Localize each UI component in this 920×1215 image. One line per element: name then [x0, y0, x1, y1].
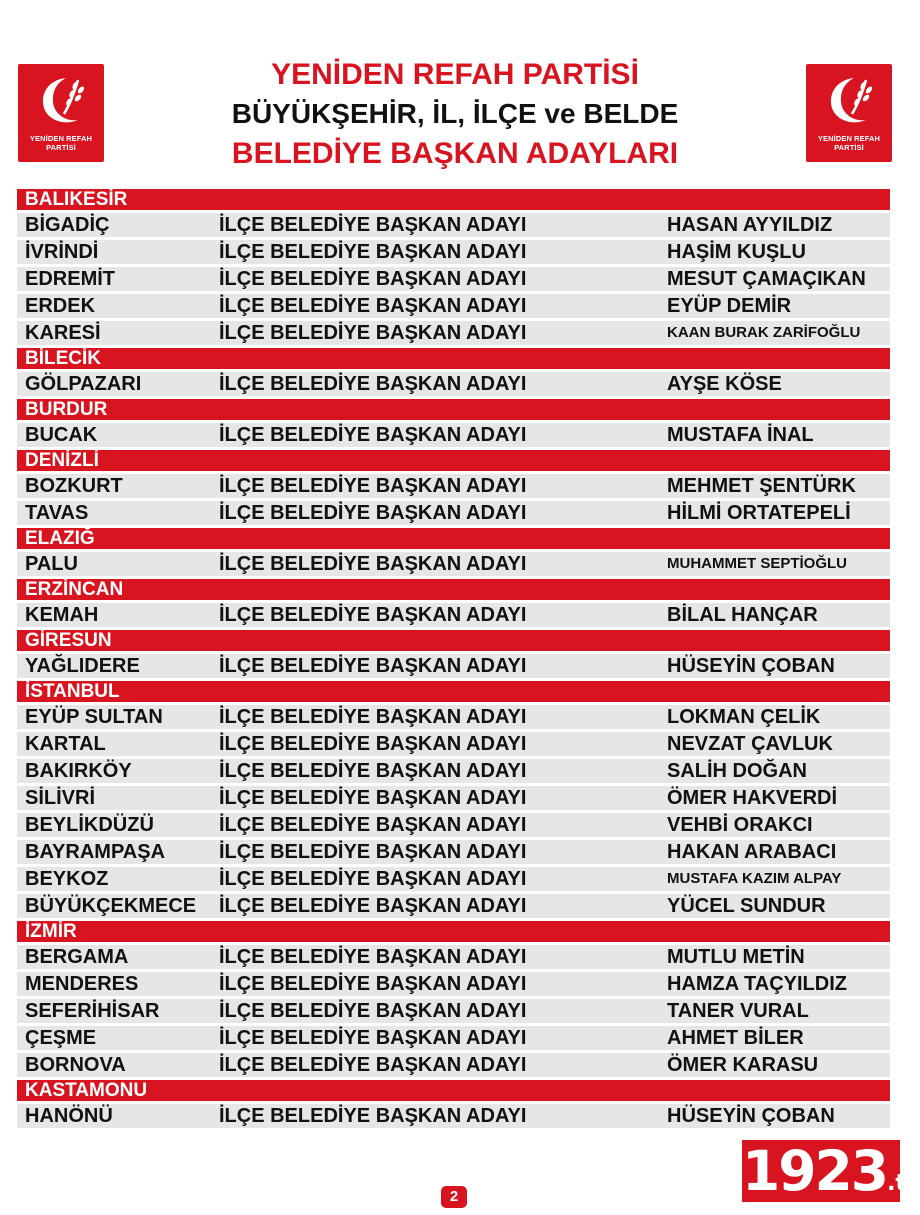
district-cell: GÖLPAZARI: [25, 373, 142, 395]
position-cell: İLÇE BELEDİYE BAŞKAN ADAYI: [219, 706, 527, 728]
page-number: 2: [441, 1186, 467, 1208]
table-row: [17, 213, 890, 237]
district-cell: KEMAH: [25, 604, 99, 626]
crescent-wheat-icon: [18, 64, 104, 134]
candidate-cell: ÖMER HAKVERDİ: [667, 787, 838, 809]
table-row: [17, 372, 890, 396]
candidate-cell: EYÜP DEMİR: [667, 295, 792, 317]
party-logo-right: [806, 64, 892, 162]
district-cell: BEYKOZ: [25, 868, 109, 890]
province-header: BİLECİK: [17, 348, 890, 369]
header-title: BELEDİYE BAŞKAN ADAYLARI: [231, 137, 679, 170]
position-cell: İLÇE BELEDİYE BAŞKAN ADAYI: [219, 760, 527, 782]
candidate-cell: HÜSEYİN ÇOBAN: [667, 1105, 835, 1127]
district-cell: İVRİNDİ: [25, 241, 99, 263]
district-cell: KARESİ: [25, 322, 101, 344]
position-cell: İLÇE BELEDİYE BAŞKAN ADAYI: [219, 475, 527, 497]
candidate-cell: MUHAMMET SEPTİOĞLU: [667, 555, 847, 572]
watermark-logo: [742, 1139, 920, 1203]
district-cell: ÇEŞME: [25, 1027, 97, 1049]
district-cell: PALU: [25, 553, 78, 575]
district-cell: BEYLİKDÜZÜ: [25, 814, 154, 836]
table-row: [17, 705, 890, 729]
position-cell: İLÇE BELEDİYE BAŞKAN ADAYI: [219, 322, 527, 344]
candidate-cell: BİLAL HANÇAR: [667, 604, 818, 626]
province-header: BURDUR: [17, 399, 890, 420]
table-row: [17, 474, 890, 498]
district-cell: ERDEK: [25, 295, 96, 317]
position-cell: İLÇE BELEDİYE BAŞKAN ADAYI: [219, 868, 527, 890]
district-cell: YAĞLIDERE: [25, 655, 140, 677]
party-logo-left: [18, 64, 104, 162]
position-cell: İLÇE BELEDİYE BAŞKAN ADAYI: [219, 733, 527, 755]
candidate-cell: LOKMAN ÇELİK: [667, 706, 821, 728]
district-cell: BUCAK: [25, 424, 98, 446]
candidate-cell: ÖMER KARASU: [667, 1054, 819, 1076]
table-row: [17, 654, 890, 678]
province-header: İSTANBUL: [17, 681, 890, 702]
logo-text-line2: PARTİSİ: [834, 143, 864, 152]
position-cell: İLÇE BELEDİYE BAŞKAN ADAYI: [219, 1027, 527, 1049]
candidate-cell: MUSTAFA İNAL: [667, 424, 814, 446]
position-cell: İLÇE BELEDİYE BAŞKAN ADAYI: [219, 502, 527, 524]
position-cell: İLÇE BELEDİYE BAŞKAN ADAYI: [219, 214, 527, 236]
position-cell: İLÇE BELEDİYE BAŞKAN ADAYI: [219, 553, 527, 575]
watermark-main: 1923: [742, 1139, 888, 1203]
position-cell: İLÇE BELEDİYE BAŞKAN ADAYI: [219, 973, 527, 995]
table-row: [17, 732, 890, 756]
district-cell: SİLİVRİ: [25, 787, 96, 809]
position-cell: İLÇE BELEDİYE BAŞKAN ADAYI: [219, 424, 527, 446]
candidates-table: [17, 186, 890, 1128]
watermark-suffix: .tv: [887, 1171, 920, 1196]
candidate-cell: KAAN BURAK ZARİFOĞLU: [667, 324, 861, 341]
province-header: ERZİNCAN: [17, 579, 890, 600]
candidate-cell: TANER VURAL: [667, 1000, 809, 1022]
position-cell: İLÇE BELEDİYE BAŞKAN ADAYI: [219, 1000, 527, 1022]
position-cell: İLÇE BELEDİYE BAŞKAN ADAYI: [219, 241, 527, 263]
candidate-cell: HAKAN ARABACI: [667, 841, 837, 863]
position-cell: İLÇE BELEDİYE BAŞKAN ADAYI: [219, 373, 527, 395]
district-cell: SEFERİHİSAR: [25, 1000, 160, 1022]
table-row: [17, 945, 890, 969]
district-cell: TAVAS: [25, 502, 89, 524]
district-cell: EYÜP SULTAN: [25, 706, 163, 728]
position-cell: İLÇE BELEDİYE BAŞKAN ADAYI: [219, 295, 527, 317]
candidate-cell: NEVZAT ÇAVLUK: [667, 733, 833, 755]
position-cell: İLÇE BELEDİYE BAŞKAN ADAYI: [219, 787, 527, 809]
candidate-cell: MUTLU METİN: [667, 946, 805, 968]
logo-text-line1: YENİDEN REFAH: [817, 134, 881, 143]
table-row: [17, 267, 890, 291]
candidate-cell: HÜSEYİN ÇOBAN: [667, 655, 835, 677]
position-cell: İLÇE BELEDİYE BAŞKAN ADAYI: [219, 1054, 527, 1076]
table-row: [17, 1026, 890, 1050]
candidate-cell: MESUT ÇAMAÇIKAN: [667, 268, 866, 290]
header-party-name: YENİDEN REFAH PARTİSİ: [271, 58, 639, 91]
position-cell: İLÇE BELEDİYE BAŞKAN ADAYI: [219, 814, 527, 836]
candidate-cell: HAMZA TAÇYILDIZ: [667, 973, 847, 995]
candidate-cell: MEHMET ŞENTÜRK: [667, 475, 856, 497]
crescent-wheat-icon: [806, 64, 892, 134]
position-cell: İLÇE BELEDİYE BAŞKAN ADAYI: [219, 268, 527, 290]
district-cell: EDREMİT: [25, 268, 115, 290]
candidate-cell: HİLMİ ORTATEPELİ: [667, 502, 851, 524]
candidate-cell: YÜCEL SUNDUR: [667, 895, 826, 917]
province-header: ELAZIĞ: [17, 528, 890, 549]
district-cell: BORNOVA: [25, 1054, 126, 1076]
table-row: [17, 999, 890, 1023]
position-cell: İLÇE BELEDİYE BAŞKAN ADAYI: [219, 604, 527, 626]
district-cell: BÜYÜKÇEKMECE: [25, 895, 197, 917]
table-row: [17, 1104, 890, 1128]
district-cell: BOZKURT: [25, 475, 123, 497]
province-header: BALIKESİR: [17, 189, 890, 210]
district-cell: KARTAL: [25, 733, 106, 755]
district-cell: MENDERES: [25, 973, 139, 995]
candidate-cell: HAŞİM KUŞLU: [667, 241, 806, 263]
position-cell: İLÇE BELEDİYE BAŞKAN ADAYI: [219, 946, 527, 968]
candidate-cell: MUSTAFA KAZIM ALPAY: [667, 870, 842, 887]
table-row: [17, 840, 890, 864]
candidate-cell: AHMET BİLER: [667, 1027, 804, 1049]
table-row: [17, 894, 890, 918]
table-row: [17, 321, 890, 345]
header-subtitle: BÜYÜKŞEHİR, İL, İLÇE ve BELDE: [231, 98, 679, 129]
table-row: [17, 423, 890, 447]
province-header: İZMİR: [17, 921, 890, 942]
candidate-cell: VEHBİ ORAKCI: [667, 814, 813, 836]
district-cell: BAKIRKÖY: [25, 760, 132, 782]
table-row: [17, 759, 890, 783]
table-row: [17, 552, 890, 576]
position-cell: İLÇE BELEDİYE BAŞKAN ADAYI: [219, 841, 527, 863]
logo-text-line1: YENİDEN REFAH: [29, 134, 93, 143]
position-cell: İLÇE BELEDİYE BAŞKAN ADAYI: [219, 655, 527, 677]
candidate-cell: HASAN AYYILDIZ: [667, 214, 833, 236]
district-cell: BAYRAMPAŞA: [25, 841, 166, 863]
candidate-cell: SALİH DOĞAN: [667, 760, 807, 782]
table-row: [17, 813, 890, 837]
table-row: [17, 972, 890, 996]
logo-text-line2: PARTİSİ: [46, 143, 76, 152]
table-row: [17, 603, 890, 627]
candidate-cell: AYŞE KÖSE: [667, 373, 782, 395]
province-header: KASTAMONU: [17, 1080, 890, 1101]
district-cell: HANÖNÜ: [25, 1105, 113, 1127]
table-row: [17, 240, 890, 264]
province-header: DENİZLİ: [17, 450, 890, 471]
district-cell: BİGADİÇ: [25, 214, 110, 236]
district-cell: BERGAMA: [25, 946, 129, 968]
table-row: [17, 1053, 890, 1077]
position-cell: İLÇE BELEDİYE BAŞKAN ADAYI: [219, 1105, 527, 1127]
province-header: GİRESUN: [17, 630, 890, 651]
table-row: [17, 867, 890, 891]
table-row: [17, 501, 890, 525]
table-row: [17, 294, 890, 318]
position-cell: İLÇE BELEDİYE BAŞKAN ADAYI: [219, 895, 527, 917]
table-row: [17, 786, 890, 810]
